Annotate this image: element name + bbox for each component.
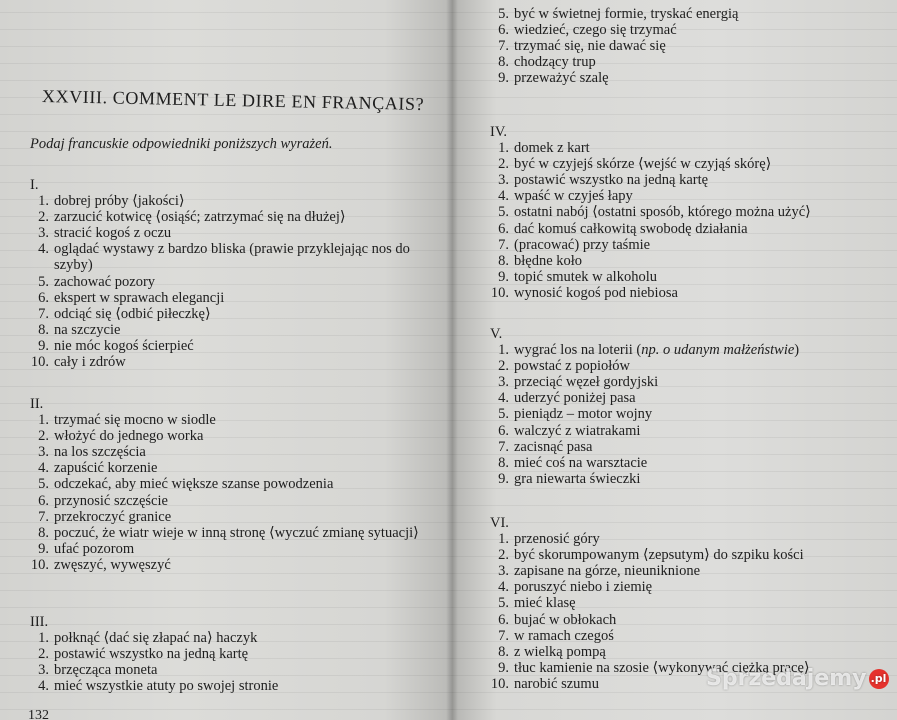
item-text: [54, 412, 216, 428]
item-number: 5.: [498, 204, 509, 221]
item-number: 8.: [498, 454, 509, 471]
exercise-item: [30, 412, 434, 428]
item-number: 4.: [498, 188, 509, 205]
item-number: 1.: [38, 412, 49, 429]
item-text-main: narobić szumu: [514, 675, 599, 692]
item-number: 6.: [38, 289, 49, 306]
page-number: 132: [28, 708, 49, 720]
item-text-main: być w czyjejś skórze ⟨wejść w czyjąś skórę⟩: [514, 156, 772, 173]
item-text: [54, 209, 346, 225]
item-text: [514, 579, 652, 595]
item-text-main: w ramach czegoś: [514, 627, 614, 644]
item-text: [54, 541, 134, 557]
item-text-main: pieniądz – motor wojny: [514, 406, 653, 423]
item-text-main: przenosić góry: [514, 531, 600, 548]
item-text-main: wiedzieć, czego się trzymać: [514, 22, 677, 39]
item-text: [54, 460, 157, 476]
item-text-main: odciąć się ⟨odbić piłeczkę⟩: [54, 305, 211, 322]
item-text: [514, 54, 596, 70]
item-number: 7.: [498, 38, 509, 55]
exercise-item: [490, 237, 811, 253]
item-text-main: (pracować) przy taśmie: [514, 236, 651, 253]
item-text-main: bujać w obłokach: [514, 611, 617, 628]
item-text: [514, 188, 633, 204]
item-text-main: topić smutek w alkoholu: [514, 268, 657, 285]
item-number: 10.: [490, 675, 509, 692]
item-text-main: trzymać się mocno w siodle: [54, 412, 216, 429]
item-number: 5.: [498, 406, 509, 423]
item-text: [54, 225, 171, 241]
exercise-item: [30, 678, 278, 694]
exercise-item: [30, 509, 434, 525]
item-text: [54, 306, 211, 322]
item-text: [54, 493, 168, 509]
item-text: [514, 406, 652, 422]
exercise-item: [490, 612, 810, 628]
item-text: [514, 374, 658, 390]
item-text: [514, 70, 609, 86]
item-text-main: domek z kart: [514, 140, 590, 157]
section-heading: IV.: [490, 124, 508, 140]
watermark: [706, 666, 889, 691]
item-text-main: postawić wszystko na jedną kartę: [514, 172, 709, 189]
item-number: 7.: [498, 236, 509, 253]
section-v: [490, 326, 799, 487]
item-number: 2.: [498, 547, 509, 564]
item-number: 4.: [498, 390, 509, 407]
item-text-main: uderzyć poniżej pasa: [514, 390, 636, 407]
item-text-main: walczyć z wiatrakami: [514, 422, 641, 439]
exercise-item: [490, 390, 799, 406]
exercise-item: [490, 406, 799, 422]
item-number: 8.: [38, 321, 49, 338]
item-text-main: przynosić szczęście: [54, 492, 168, 509]
watermark-text: Sprzedajemy: [706, 666, 867, 691]
item-number: 6.: [38, 492, 49, 509]
item-text: [514, 676, 599, 692]
item-number: 8.: [498, 252, 509, 269]
exercise-item: [30, 476, 434, 492]
exercise-item: [490, 579, 810, 595]
item-text: [54, 630, 257, 646]
item-text-main: tłuc kamienie na szosie ⟨wykonywać ciężką pracę⟩: [514, 659, 810, 676]
item-text-main: zapisane na górze, nieuniknione: [514, 563, 701, 580]
exercise-item: [30, 541, 434, 557]
item-text: [54, 662, 157, 678]
item-text: [514, 547, 804, 563]
item-number: 10.: [30, 556, 49, 573]
item-number: 7.: [38, 305, 49, 322]
exercise-item: [490, 628, 810, 644]
item-text-main: ostatni nabój ⟨ostatni sposób, którego można użyć⟩: [514, 204, 811, 221]
exercise-item: [30, 274, 434, 290]
exercise-item: [490, 644, 810, 660]
section-heading: III.: [30, 614, 49, 630]
exercise-item: [30, 460, 434, 476]
item-text: [54, 274, 155, 290]
item-text: [514, 612, 616, 628]
item-number: 5.: [38, 273, 49, 290]
section-iii: [30, 614, 278, 694]
item-text: [54, 525, 434, 541]
item-number: 6.: [498, 22, 509, 39]
item-text: [514, 644, 606, 660]
exercise-item: [490, 439, 799, 455]
exercise-item: [490, 547, 810, 563]
exercise-item: [490, 221, 811, 237]
section-iv: [490, 124, 811, 301]
item-number: 9.: [498, 70, 509, 87]
item-number: 2.: [498, 156, 509, 173]
item-number: 10.: [490, 284, 509, 301]
section-heading: II.: [30, 396, 44, 412]
exercise-item: [490, 140, 811, 156]
item-text: [54, 241, 434, 273]
item-text-main: dać komuś całkowitą swobodę działania: [514, 220, 748, 237]
item-number: 3.: [498, 374, 509, 391]
item-text: [54, 193, 185, 209]
item-text-main: ekspert w sprawach elegancji: [54, 289, 225, 306]
exercise-item: [490, 38, 738, 54]
item-text: [514, 253, 582, 269]
item-number: 4.: [38, 241, 49, 258]
item-text-main: przeciąć węzeł gordyjski: [514, 374, 659, 391]
item-text: [514, 6, 738, 22]
item-number: 10.: [30, 354, 49, 371]
exercise-item: [30, 525, 434, 541]
item-number: 8.: [38, 524, 49, 541]
item-text-main: wynosić kogoś pod niebiosa: [514, 284, 678, 301]
item-text-tail: ): [794, 342, 800, 359]
item-number: 3.: [498, 563, 509, 580]
item-text: [54, 322, 120, 338]
item-number: 4.: [38, 460, 49, 477]
item-text-main: mieć wszystkie atuty po swojej stronie: [54, 678, 279, 695]
item-text-main: zarzucić kotwicę ⟨osiąść; zatrzymać się na dłużej⟩: [54, 209, 346, 226]
item-number: 1.: [498, 342, 509, 359]
item-number: 6.: [498, 220, 509, 237]
section-i: [30, 177, 434, 370]
exercise-item: [30, 630, 278, 646]
item-text-main: przeważyć szalę: [514, 70, 609, 87]
exercise-item: [30, 557, 434, 573]
item-text-main: trzymać się, nie dawać się: [514, 38, 666, 55]
item-text: [514, 595, 576, 611]
item-text: [514, 22, 677, 38]
exercise-item: [30, 338, 434, 354]
item-text-main: błędne koło: [514, 252, 583, 269]
exercise-item: [490, 471, 799, 487]
item-text: [54, 338, 194, 354]
item-text-main: gra niewarta świeczki: [514, 470, 641, 487]
item-text: [54, 354, 126, 370]
item-number: 9.: [498, 659, 509, 676]
item-number: 6.: [498, 422, 509, 439]
item-text: [54, 476, 333, 492]
item-text-main: mieć coś na warsztacie: [514, 454, 648, 471]
item-text: [514, 221, 748, 237]
item-number: 2.: [498, 358, 509, 375]
exercise-item: [30, 322, 434, 338]
section-heading: VI.: [490, 515, 509, 531]
item-text-main: zapuścić korzenie: [54, 460, 158, 477]
exercise-item: [490, 563, 810, 579]
item-number: 6.: [498, 611, 509, 628]
exercise-item: [490, 531, 810, 547]
item-text-main: mieć klasę: [514, 595, 576, 612]
item-text-main: zwęszyć, wywęszyć: [54, 556, 171, 573]
item-text: [514, 204, 811, 220]
item-number: 7.: [498, 627, 509, 644]
exercise-item: [30, 354, 434, 370]
item-text-main: dobrej próby ⟨jakości⟩: [54, 193, 185, 210]
item-text-main: chodzący trup: [514, 54, 596, 71]
item-text-main: na szczycie: [54, 321, 121, 338]
item-text: [514, 471, 640, 487]
item-text: [514, 285, 678, 301]
item-text: [514, 563, 700, 579]
exercise-item: [490, 269, 811, 285]
exercise-item: [30, 193, 434, 209]
item-text: [514, 390, 636, 406]
item-text-main: odczekać, aby mieć większe szanse powodzenia: [54, 476, 334, 493]
item-text-main: poruszyć niebo i ziemię: [514, 579, 653, 596]
item-text: [514, 423, 640, 439]
item-text-main: nie móc kogoś ścierpieć: [54, 337, 194, 354]
exercise-item: [30, 493, 434, 509]
item-text-main: na los szczęścia: [54, 444, 146, 461]
exercise-item: [490, 455, 799, 471]
exercise-item: [30, 209, 434, 225]
item-number: 9.: [38, 540, 49, 557]
item-text-main: oglądać wystawy z bardzo bliska (prawie przyklejając nos do szyby): [54, 241, 410, 274]
item-number: 2.: [38, 428, 49, 445]
exercise-item: [490, 423, 799, 439]
exercise-item: [490, 204, 811, 220]
item-number: 1.: [498, 140, 509, 157]
item-number: 3.: [498, 172, 509, 189]
item-text: [514, 358, 630, 374]
exercise-item: [30, 444, 434, 460]
item-number: 8.: [498, 54, 509, 71]
item-text: [54, 557, 171, 573]
item-text: [54, 444, 146, 460]
item-number: 1.: [38, 630, 49, 647]
exercise-item: [490, 285, 811, 301]
exercise-item: [490, 172, 811, 188]
exercise-item: [490, 595, 810, 611]
item-text: [514, 439, 593, 455]
item-number: 7.: [498, 438, 509, 455]
item-text-main: cały i zdrów: [54, 354, 126, 371]
item-number: 8.: [498, 643, 509, 660]
section-heading: V.: [490, 326, 503, 342]
exercise-item: [30, 290, 434, 306]
item-text-main: włożyć do jednego worka: [54, 428, 204, 445]
item-text-main: wygrać los na loterii (: [514, 342, 642, 359]
exercise-item: [490, 156, 811, 172]
exercise-item: [30, 225, 434, 241]
item-text: [54, 290, 224, 306]
item-text-main: przekroczyć granice: [54, 508, 172, 525]
item-number: 4.: [38, 678, 49, 695]
item-number: 3.: [38, 662, 49, 679]
item-number: 5.: [38, 476, 49, 493]
item-text: [514, 531, 600, 547]
item-text: [54, 509, 171, 525]
exercise-item: [30, 306, 434, 322]
item-text-main: być skorumpowanym ⟨zepsutym⟩ do szpiku kości: [514, 547, 804, 564]
exercise-item: [490, 22, 738, 38]
exercise-item: [490, 6, 738, 22]
item-number: 2.: [38, 646, 49, 663]
section-heading: I.: [30, 177, 39, 193]
chapter-title: XXVIII. COMMENT LE DIRE EN FRANÇAIS?: [41, 86, 425, 115]
item-number: 9.: [498, 470, 509, 487]
item-number: 1.: [38, 193, 49, 210]
item-text-italic: np. o udanym małżeństwie: [641, 342, 795, 359]
item-number: 9.: [498, 268, 509, 285]
item-text: [514, 156, 771, 172]
exercise-item: [30, 662, 278, 678]
exercise-item: [490, 70, 738, 86]
item-number: 5.: [498, 6, 509, 22]
exercise-instruction: Podaj francuskie odpowiedniki poniższych wyrażeń.: [30, 136, 333, 152]
right-page: [452, 0, 897, 720]
item-text-main: zacisnąć pasa: [514, 438, 593, 455]
item-text-main: być w świetnej formie, tryskać energią: [514, 6, 739, 22]
book-spine-shadow: [446, 0, 458, 720]
item-text-main: z wielką pompą: [514, 643, 606, 660]
exercise-item: [490, 54, 738, 70]
item-text: [514, 38, 666, 54]
exercise-item: [30, 428, 434, 444]
item-text: [514, 342, 799, 358]
item-text: [54, 428, 203, 444]
item-text-main: postawić wszystko na jedną kartę: [54, 646, 249, 663]
item-text-main: połknąć ⟨dać się złapać na⟩ haczyk: [54, 630, 258, 647]
exercise-item: [490, 358, 799, 374]
section-iii-continued: [490, 6, 738, 86]
item-number: 1.: [498, 531, 509, 548]
section-ii: [30, 396, 434, 573]
item-text-main: stracić kogoś z oczu: [54, 225, 172, 242]
item-number: 4.: [498, 579, 509, 596]
item-text: [514, 269, 657, 285]
item-text: [514, 237, 650, 253]
item-text-main: ufać pozorom: [54, 540, 135, 557]
item-number: 2.: [38, 209, 49, 226]
item-text: [54, 678, 278, 694]
exercise-item: [30, 646, 278, 662]
exercise-item: [490, 188, 811, 204]
item-number: 7.: [38, 508, 49, 525]
item-number: 5.: [498, 595, 509, 612]
item-text-main: zachować pozory: [54, 273, 156, 290]
item-text: [514, 455, 647, 471]
item-number: 3.: [38, 225, 49, 242]
item-text-main: wpaść w czyjeś łapy: [514, 188, 633, 205]
item-number: 9.: [38, 337, 49, 354]
exercise-item: [490, 342, 799, 358]
item-text-main: powstać z popiołów: [514, 358, 630, 375]
exercise-item: [490, 253, 811, 269]
item-text: [514, 172, 708, 188]
item-text-main: poczuć, że wiatr wieje w inną stronę ⟨wyczuć zmianę sytuacji⟩: [54, 524, 419, 541]
item-number: 3.: [38, 444, 49, 461]
exercise-item: [490, 374, 799, 390]
item-text-main: brzęcząca moneta: [54, 662, 158, 679]
exercise-item: [30, 241, 434, 273]
item-text: [54, 646, 248, 662]
item-text: [514, 140, 590, 156]
watermark-badge-icon: .pl: [869, 669, 889, 689]
item-text: [514, 628, 614, 644]
